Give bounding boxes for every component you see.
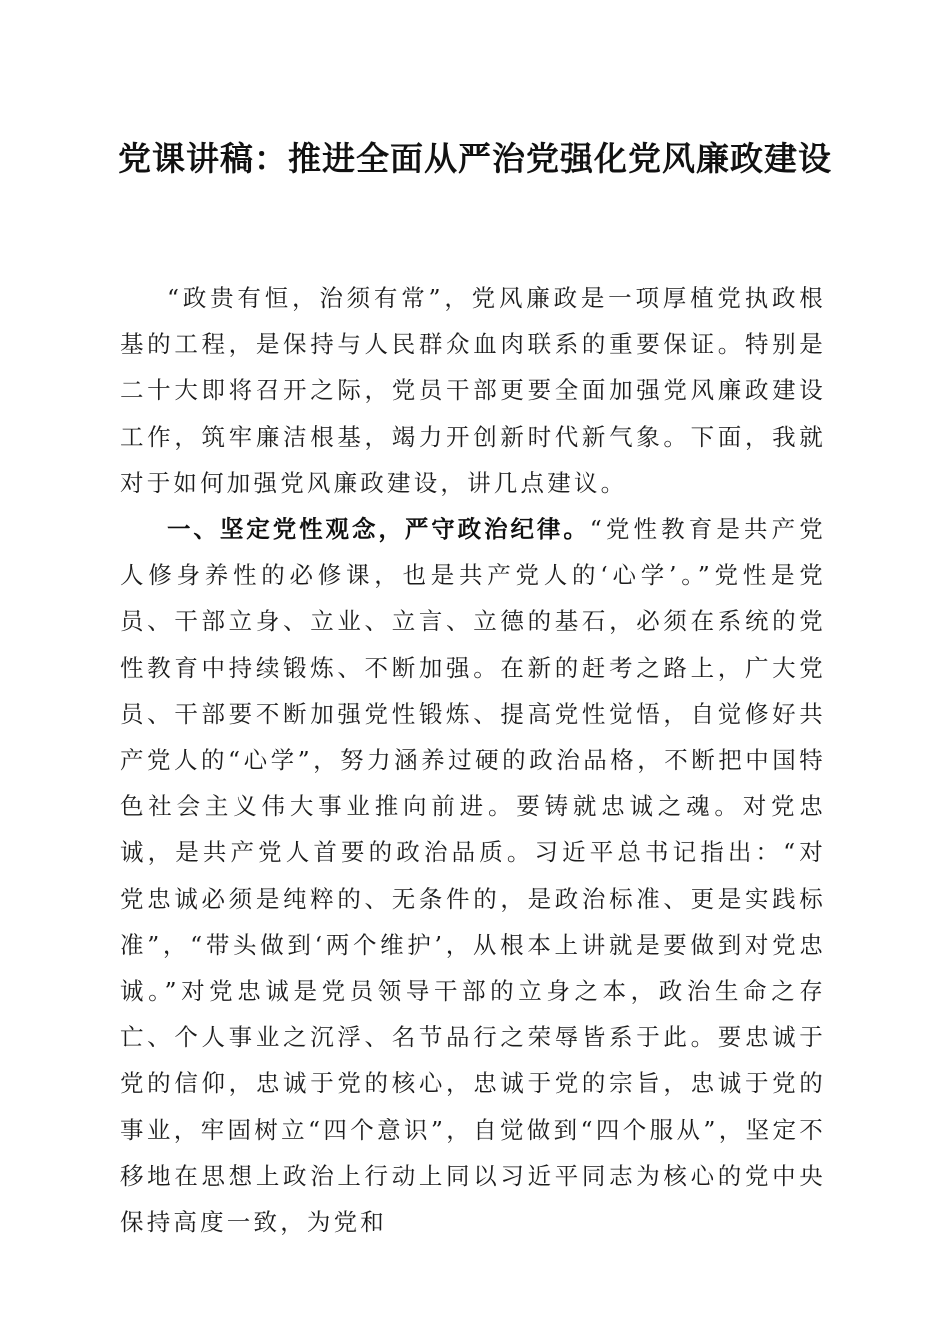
section-heading: 一、坚定党性观念，严守政治纪律。 bbox=[167, 515, 590, 544]
document-body bbox=[120, 275, 826, 1245]
section-body-text: “党性教育是共产党人修身养性的必修课，也是共产党人的‘心学’。”党性是党员、干部立身、立业、立言、立德的基石，必须在系统的党性教育中持续锻炼、不断加强。在新的赶考之路上，广大党员、干部要不断加强党性锻炼、提高党性觉悟，自觉修好共产党人的“心学”，努力涵养过硬的政治品格，不断把中国特色社会主义伟大事业推向前进。要铸就忠诚之魂。对党忠诚，是共产党人首要的政治品质。习近平总书记指出：“对党忠诚必须是纯粹的、无条件的，是政治标准、更是实践标准”，“带头做到‘两个维护’，从根本上讲就是要做到对党忠诚。”对党忠诚是党员领导干部的立身之本，政治生命之存亡、个人事业之沉浮、名节品行之荣辱皆系于此。要忠诚于党的信仰，忠诚于党的核心，忠诚于党的宗旨，忠诚于党的事业，牢固树立“四个意识”，自觉做到“四个服从”，坚定不移地在思想上政治上行动上同以习近平同志为核心的党中央保持高度一致，为党和 bbox=[120, 515, 826, 1237]
paragraph-section-1 bbox=[120, 506, 826, 1245]
document-title: 党课讲稿：推进全面从严治党强化党风廉政建设 bbox=[118, 139, 832, 178]
paragraph-intro-text: “政贵有恒，治须有常”，党风廉政是一项厚植党执政根基的工程，是保持与人民群众血肉联系的重要保证。特别是二十大即将召开之际，党员干部更要全面加强党风廉政建设工作，筑牢廉洁根基，竭力开创新时代新气象。下面，我就对于如何加强党风廉政建设，讲几点建议。 bbox=[120, 284, 826, 497]
paragraph-intro bbox=[120, 275, 826, 506]
